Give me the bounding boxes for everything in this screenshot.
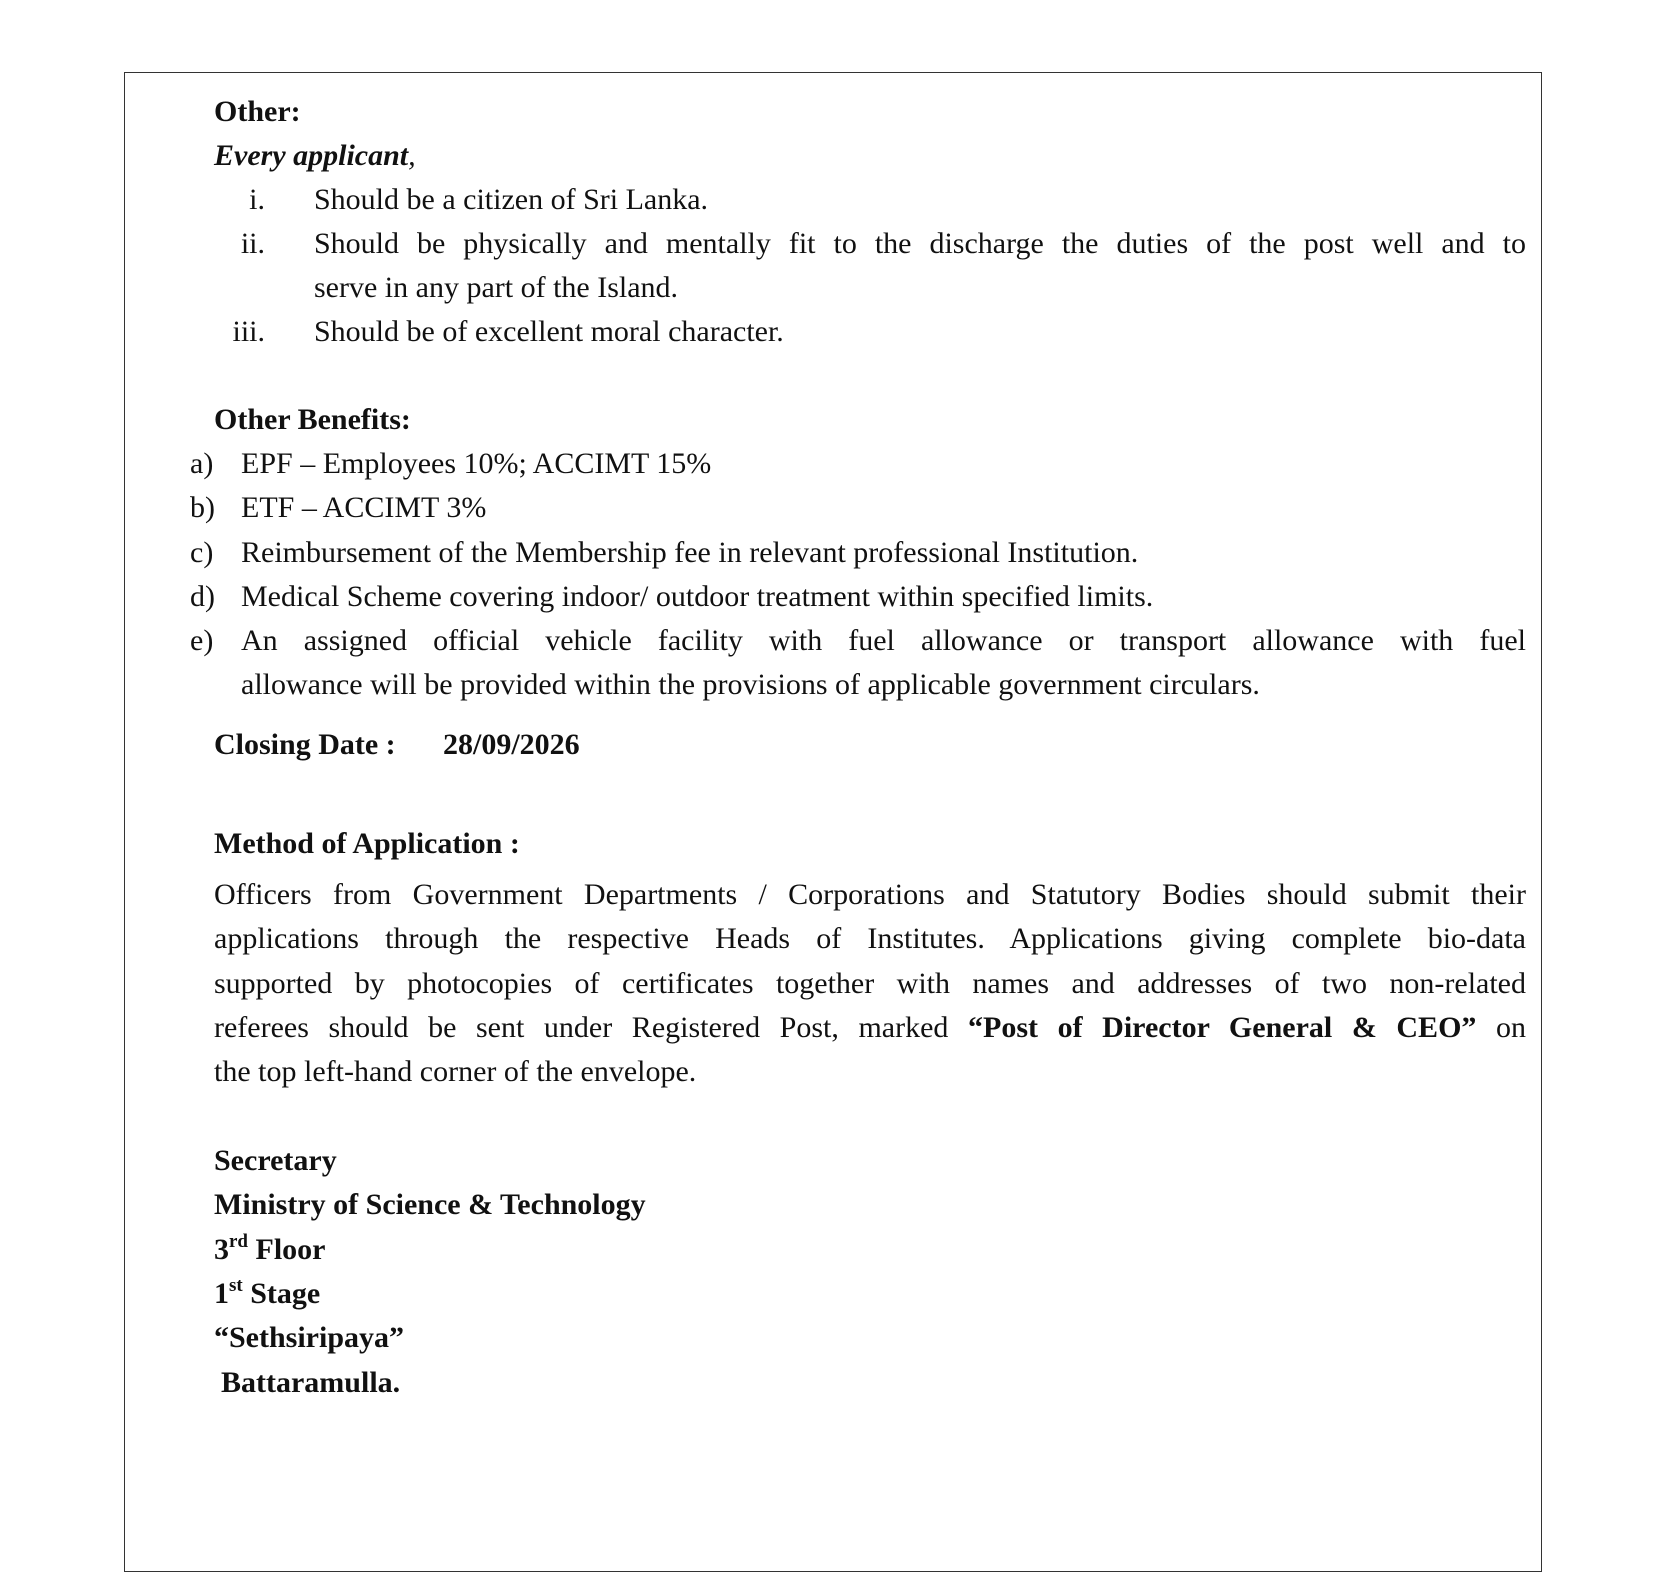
address-line-4: 1st Stage [214,1275,321,1310]
method-line-3: supported by photocopies of certificates together with names and addresses of two non-related [214,967,1526,1000]
benefit-a-text: EPF – Employees 10%; ACCIMT 15% [241,447,712,480]
benefits-heading: Other Benefits: [214,403,411,436]
other-item-2-marker: ii. [240,227,265,260]
benefit-e-text-line1: An assigned official vehicle facility with fuel allowance or transport allowance with fuel [241,624,1526,657]
other-item-2-text-line2: serve in any part of the Island. [314,271,679,304]
address-line-5: “Sethsiripaya” [214,1321,405,1354]
benefit-d-marker: d) [190,580,215,613]
other-item-2-text-line1: Should be physically and mentally fit to the discharge the duties of the post well and to [314,227,1526,260]
post-title: “Post of Director General & CEO” [968,1011,1477,1044]
benefit-c-marker: c) [190,536,214,569]
other-heading: Other: [214,95,301,128]
address-line-2: Ministry of Science & Technology [214,1188,646,1221]
closing-date-value: 28/09/2026 [443,728,580,761]
other-item-1-text: Should be a citizen of Sri Lanka. [314,183,709,216]
address-line-6: Battaramulla. [221,1366,401,1399]
benefit-b-text: ETF – ACCIMT 3% [241,491,487,524]
closing-date-label: Closing Date : [214,728,396,761]
address-line-3: 3rd Floor [214,1231,326,1266]
benefit-d-text: Medical Scheme covering indoor/ outdoor treatment within specified limits. [241,580,1154,613]
benefit-e-marker: e) [190,624,214,657]
benefit-b-marker: b) [190,491,215,524]
method-heading: Method of Application : [214,827,520,860]
other-intro: Every applicant, [214,139,416,172]
method-line-2: applications through the respective Heads of Institutes. Applications giving complete bio-data [214,922,1526,955]
address-line-1: Secretary [214,1144,337,1177]
other-item-1-marker: i. [249,183,265,216]
benefit-e-text-line2: allowance will be provided within the provisions of applicable government circulars. [241,668,1260,701]
method-line-5: the top left-hand corner of the envelope. [214,1055,697,1088]
method-line-4: referees should be sent under Registered Post, marked “Post of Director General & CEO” on [214,1011,1526,1044]
method-line-1: Officers from Government Departments / Corporations and Statutory Bodies should submit their [214,878,1526,911]
benefit-c-text: Reimbursement of the Membership fee in relevant professional Institution. [241,536,1139,569]
other-item-3-marker: iii. [232,315,265,348]
other-item-3-text: Should be of excellent moral character. [314,315,784,348]
benefit-a-marker: a) [190,447,214,480]
